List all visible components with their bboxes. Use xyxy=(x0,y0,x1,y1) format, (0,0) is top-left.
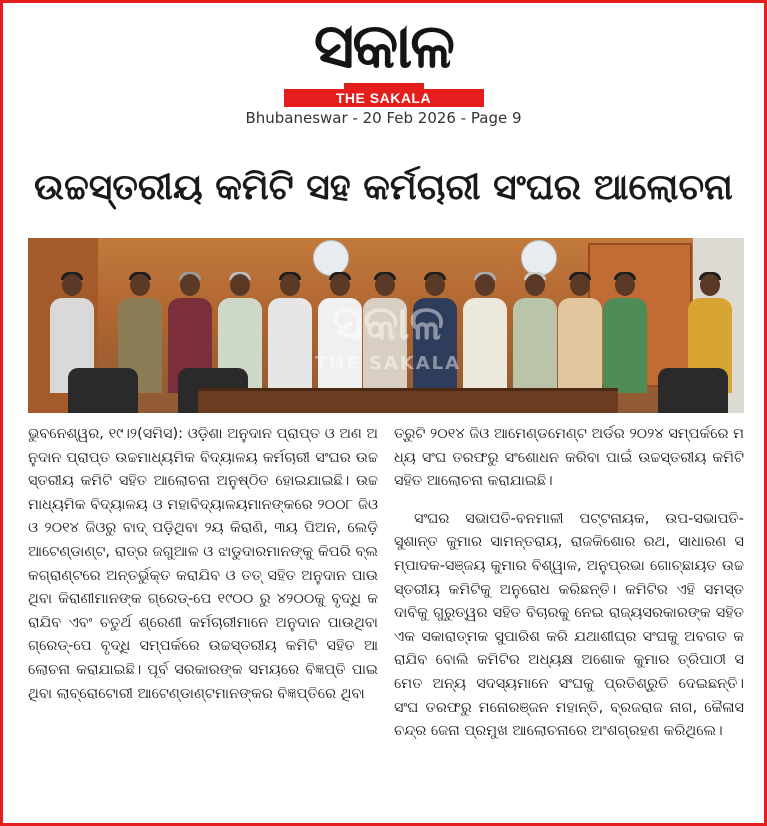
photo-person xyxy=(513,272,557,393)
photo-table xyxy=(198,388,618,413)
logo-english-band: THE SAKALA xyxy=(284,89,484,107)
masthead xyxy=(3,9,764,106)
article-headline: ଉଚ୍ଚସ୍ତରୀୟ କମିଟି ସହ କର୍ମଚାରୀ ସଂଘର ଆଲୋଚନା xyxy=(33,167,733,208)
ceiling-fan-icon xyxy=(313,240,349,276)
ceiling-fan-icon xyxy=(521,240,557,276)
paragraph: ଭୁବନେଶ୍ୱର, ୧୯।୨(ସମିସ): ଓଡ଼ିଶା ଅନୁଦାନ ପ୍ରାପ୍ତ ଓ ଅଣ ଅନୁଦାନ ପ୍ରାପ୍ତ ଉଚ୍ଚମାଧ୍ୟମିକ ବିଦ୍ୟାଳୟ କର୍ମଚାରୀ ସଂଘର ଉଚ୍ଚସ୍ତରୀୟ କମିଟି ସହିତ ଆଲୋଚନା ଅନୁଷ୍ଠିତ ହୋଇଯାଇଛି। ଉଚ୍ଚମାଧ୍ୟମିକ ବିଦ୍ୟାଳୟ ଓ ମହାବିଦ୍ୟାଳୟମାନଙ୍କରେ ୨୦୦୮ ଜିଓ ଓ ୨୦୧୪ ଜିଓରୁ ବାଦ୍ ପଡ଼ିଥିବା ୨ୟ କିରାଣି, ୩ୟ ପିଅନ, ଲେଡ଼ି ଆଟେଣ୍ଡାଣ୍ଟ, ରାତ୍ର ଜଗୁଆଳ ଓ ଝାଡୁଦାରମାନଙ୍କୁ କିପରି ବ୍ଲକଗ୍ରାଣ୍ଟରେ ଅନ୍ତର୍ଭୁକ୍ତ କରାଯିବ ଓ ତତ୍ ସହିତ ଅନୁଦାନ ପାଉଥିବା କିରାଣୀମାନଙ୍କ ଗ୍ରେଡ୍-ପେ ୧୯୦୦ ରୁ ୪୨୦୦କୁ ବୃଦ୍ଧି କରାଯିବ ଏବଂ ଚତୁର୍ଥ ଶ୍ରେଣୀ କର୍ମଚାରୀମାନେ ଅନୁଦାନ ପାଉଥିବା ଗ୍ରେଡ୍-ପେ ବୃଦ୍ଧି ସମ୍ପର୍କରେ ଉଚ୍ଚସ୍ତରୀୟ କମିଟି ସହିତ ଆଲୋଚନା କରାଯାଇଛି। ପୂର୍ବ ସରକାରଙ୍କ ସମୟରେ ବିଜ୍ଞପ୍ତି ପାଇଥିବା ଲାବ୍‌ରୋଟୋରୀ ଆଟେଣ୍ଡାଣ୍ଟମାନଙ୍କର ବିଜ୍ଞପ୍ତିରେ ଥିବା xyxy=(28,426,378,702)
paragraph: ତ୍ରୁଟି ୨୦୧୪ ଜିଓ ଆମେଣ୍ଡମେଣ୍ଟ ଅର୍ଡର ୨୦୨୪ ସମ୍ପର୍କରେ ମଧ୍ୟ ସଂଘ ତରଫରୁ ସଂଶୋଧନ କରିବା ପାଇଁ ଉଚ୍ଚସ୍ତରୀୟ କମିଟି ସହିତ ଆଲୋଚନା କରାଯାଇଛି। xyxy=(394,426,744,490)
photo-watermark xyxy=(283,293,493,388)
article-body xyxy=(28,423,744,813)
photo-chair xyxy=(658,368,728,413)
watermark-english: THE SAKALA xyxy=(314,353,462,374)
article-column-left xyxy=(28,423,378,706)
watermark-logo: ସକାଳ xyxy=(331,295,445,351)
photo-person xyxy=(558,272,602,393)
logo-text: ସକାଳ xyxy=(313,9,454,82)
photo-chair xyxy=(68,368,138,413)
paragraph: ସଂଘର ସଭାପତି-ବନମାଳୀ ପଟ୍ଟନାୟକ, ଉପ-ସଭାପତି-ସୁଶାନ୍ତ କୁମାର ସାମନ୍ତରାୟ, ରାଜକିଶୋର ରଥ, ସାଧାରଣ ସମ୍ପାଦକ-ସଞ୍ଜୟ କୁମାର ବିଶ୍ୱାଳ, ଅନୁପ୍ରଭା ଗୋଚ୍ଛାୟତ ଉଚ୍ଚସ୍ତରୀୟ କମିଟିକୁ ଅନୁରୋଧ କରିଛନ୍ତି। କମିଟିର ଏହି ସମସ୍ତ ଦାବିକୁ ଗୁରୁତ୍ୱର ସହିତ ବିଚାରକୁ ନେଇ ରାଜ୍ୟସରକାରଙ୍କ ସହିତ ଏକ ସକାରାତ୍ମକ ସୁପାରିଶ କରି ଯଥାଶୀଘ୍ର ସଂଘକୁ ଅବଗତ କରାଯିବ ବୋଲି କମିଟିର ଅଧ୍ୟକ୍ଷ ଅଶୋକ କୁମାର ତ୍ରିପାଠୀ ସମେତ ଅନ୍ୟ ସଦସ୍ୟମାନେ ସଂଘକୁ ପ୍ରତିଶ୍ରୁତି ଦେଇଛନ୍ତି। ସଂଘ ତରଫରୁ ମନୋରଞ୍ଜନ ମହାନ୍ତି, ବ୍ରଜରାଜ ନାଗ, କୈଳାସ ଚନ୍ଦ୍ର ଜେନା ପ୍ରମୁଖ ଆଲୋଚନାରେ ଅଂଶଗ୍ରହଣ କରିଥିଲେ। xyxy=(394,510,744,740)
article-photo xyxy=(28,238,744,413)
newspaper-logo xyxy=(234,9,534,106)
article-column-right xyxy=(394,423,744,744)
dateline: Bhubaneswar - 20 Feb 2026 - Page 9 xyxy=(245,109,522,127)
photo-person xyxy=(603,272,647,393)
